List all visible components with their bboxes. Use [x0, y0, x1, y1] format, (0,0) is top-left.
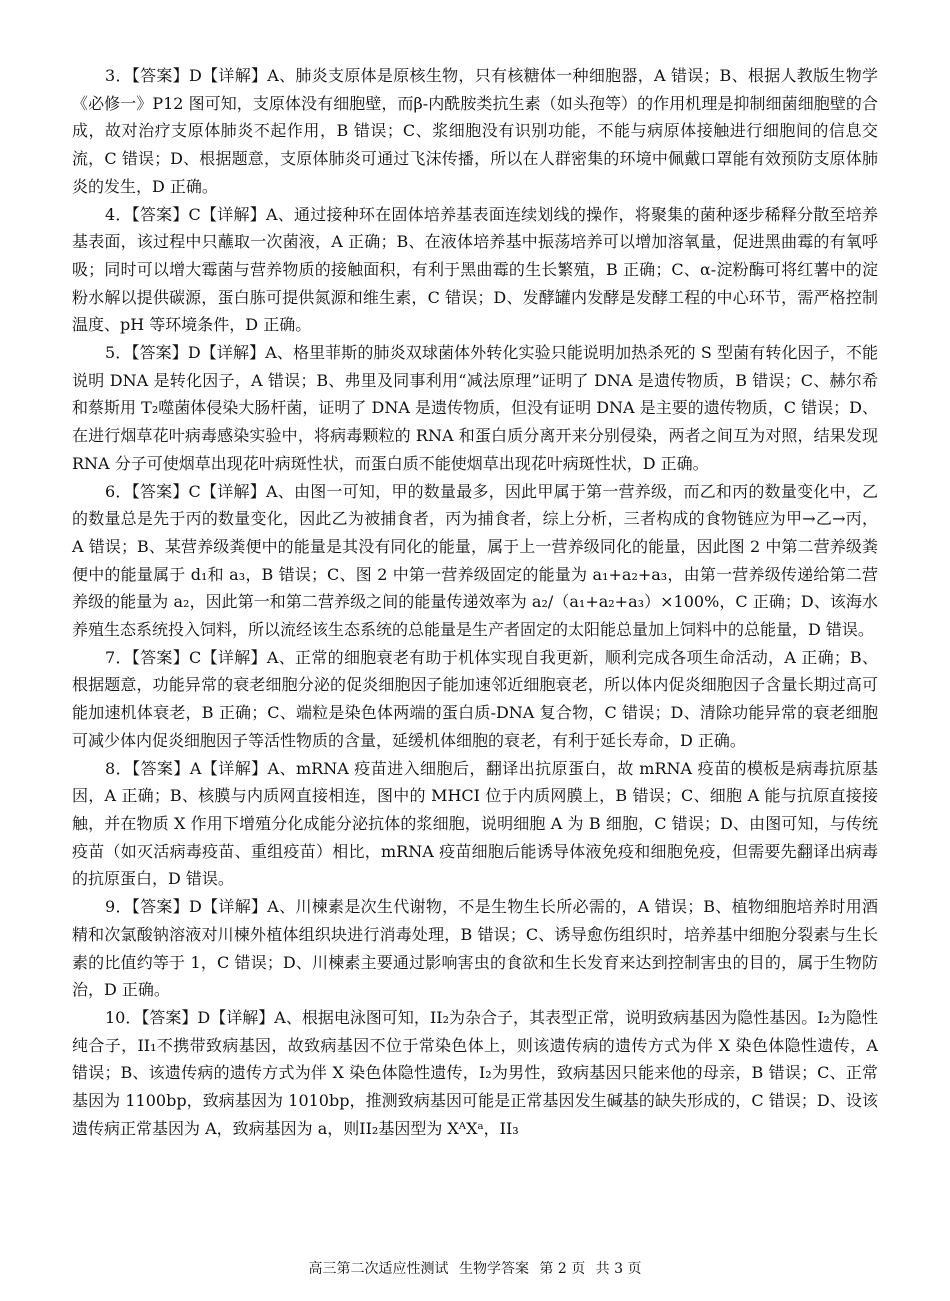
answer-paragraph-8: 8．【答案】A【详解】A、mRNA 疫苗进入细胞后，翻译出抗原蛋白，故 mRNA 疫苗的模板是病毒抗原基因，A 正确；B、核膜与内质网直接相连，图中的 MHCI 位于内质网膜上，B 错误；C、细胞 A 能与抗原直接接触，并在物质 X 作用下增殖分化成能分泌抗体的浆细胞，说明细胞 A 为 B 细胞，C 错误；D、由图可知，与传统疫苗（如灭活病毒疫苗、重组疫苗）相比，mRNA 疫苗细胞后能诱导体液免疫和细胞免疫，但需要先翻译出病毒的抗原蛋白，D 错误。 — [72, 758, 878, 889]
answer-content — [72, 62, 878, 1142]
answer-paragraph-4: 4．【答案】C【详解】A、通过接种环在固体培养基表面连续划线的操作，将聚集的菌种逐步稀释分散至培养基表面，该过程中只蘸取一次菌液，A 正确；B、在液体培养基中振荡培养可以增加溶氧量，促进黑曲霉的有氧呼吸；同时可以增大霉菌与营养物质的接触面积，有利于黑曲霉的生长繁殖，B 正确；C、α-淀粉酶可将红薯中的淀粉水解以提供碳源，蛋白胨可提供氮源和维生素，C 错误；D、发酵罐内发酵是发酵工程的中心环节，需严格控制温度、pH 等环境条件，D 正确。 — [72, 204, 878, 335]
answer-paragraph-5: 5．【答案】D【详解】A、格里菲斯的肺炎双球菌体外转化实验只能说明加热杀死的 S 型菌有转化因子，不能说明 DNA 是转化因子，A 错误；B、弗里及同事利用“减法原理”证明了 DNA 是遗传物质，B 错误；C、赫尔希和蔡斯用 T₂噬菌体侵染大肠杆菌，证明了 DNA 是遗传物质，但没有证明 DNA 是主要的遗传物质，C 错误；D、在进行烟草花叶病毒感染实验中，将病毒颗粒的 RNA 和蛋白质分离开来分别侵染，两者之间互为对照，结果发现 RNA 分子可使烟草出现花叶病斑性状，而蛋白质不能使烟草出现花叶病斑性状，D 正确。 — [72, 343, 878, 473]
answer-paragraph-3: 3．【答案】D【详解】A、肺炎支原体是原核生物，只有核糖体一种细胞器，A 错误；B、根据人教版生物学《必修一》P12 图可知，支原体没有细胞壁，而β-内酰胺类抗生素（如头孢等）的作用机理是抑制细菌细胞壁的合成，故对治疗支原体肺炎不起作用，B 错误；C、浆细胞没有识别功能，不能与病原体接触进行细胞间的信息交流，C 错误；D、根据题意，支原体肺炎可通过飞沫传播，所以在人群密集的环境中佩戴口罩能有效预防支原体肺炎的发生，D 正确。 — [72, 66, 878, 196]
answer-paragraph-7: 7．【答案】C【详解】A、正常的细胞衰老有助于机体实现自我更新，顺利完成各项生命活动，A 正确；B、根据题意，功能异常的衰老细胞分泌的促炎细胞因子能加速邻近细胞衰老，所以体内促炎细胞因子含量长期过高可能加速机体衰老，B 正确；C、端粒是染色体两端的蛋白质-DNA 复合物，C 错误；D、清除功能异常的衰老细胞可减少体内促炎细胞因子等活性物质的含量，延缓机体细胞的衰老，有利于延长寿命，D 正确。 — [72, 647, 878, 750]
answer-paragraph-9: 9．【答案】D【详解】A、川楝素是次生代谢物，不是生物生长所必需的，A 错误；B、植物细胞培养时用酒精和次氯酸钠溶液对川楝外植体组织块进行消毒处理，B 错误；C、诱导愈伤组织时，培养基中细胞分裂素与生长素的比值约等于 1，C 错误；D、川楝素主要通过影响害虫的食欲和生长发育来达到控制害虫的目的，属于生物防治，D 正确。 — [72, 897, 878, 1000]
footer-page-number: 第 2 页 — [539, 1261, 586, 1277]
answer-paragraph-6: 6．【答案】C【详解】A、由图一可知，甲的数量最多，因此甲属于第一营养级，而乙和丙的数量变化中，乙的数量总是先于丙的数量变化，因此乙为被捕食者，丙为捕食者，综上分析，三者构成的食物链应为甲→乙→丙，A 错误；B、某营养级粪便中的能量是其没有同化的能量，属于上一营养级同化的能量，因此图 2 中第二营养级粪便中的能量属于 d₁和 a₃，B 错误；C、图 2 中第一营养级固定的能量为 a₁+a₂+a₃，由第一营养级传递给第二营养级的能量为 a₂，因此第一和第二营养级之间的能量传递效率为 a₂/（a₁+a₂+a₃）×100%，C 正确；D、该海水养殖生态系统投入饲料，所以流经该生态系统的总能量是生产者固定的太阳能总量加上饲料中的总能量，D 错误。 — [72, 481, 878, 640]
footer-exam-title: 高三第二次适应性测试 — [308, 1261, 449, 1277]
page-footer — [0, 1258, 950, 1278]
footer-subject: 生物学答案 — [458, 1261, 529, 1277]
answer-paragraph-10: 10．【答案】D【详解】A、根据电泳图可知，II₂为杂合子，其表型正常，说明致病基因为隐性基因。I₂为隐性纯合子，II₁不携带致病基因，故致病基因不位于常染色体上，则该遗传病的遗传方式为伴 X 染色体隐性遗传，A 错误；B、该遗传病的遗传方式为伴 X 染色体隐性遗传，I₂为男性，致病基因只能来他的母亲，B 错误；C、正常基因为 1100bp，致病基因为 1010bp，推测致病基因可能是正常基因发生碱基的缺失形成的，C 错误；D、设该遗传病正常基因为 A，致病基因为 a，则II₂基因型为 XᴬXᵃ，II₃ — [72, 1007, 878, 1138]
footer-total-pages: 共 3 页 — [595, 1261, 642, 1277]
